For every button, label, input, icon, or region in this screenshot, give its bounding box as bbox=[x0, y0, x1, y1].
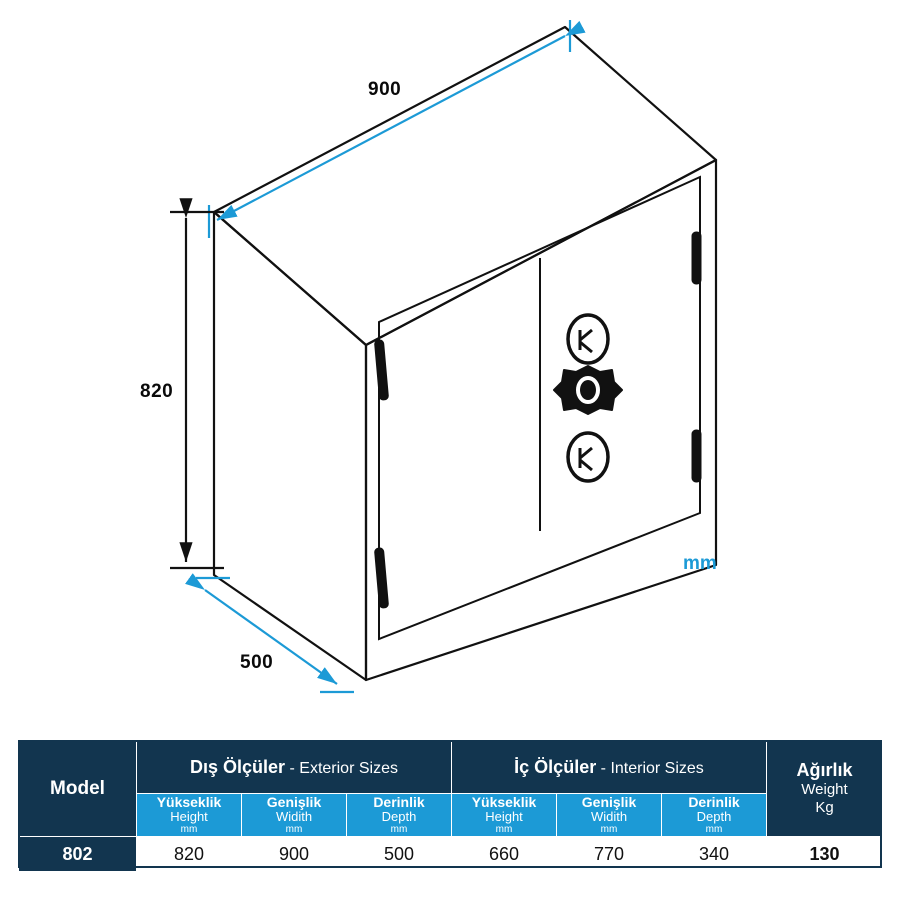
header-group-exterior-sep: - bbox=[285, 759, 300, 777]
dimension-label-width: 900 bbox=[368, 79, 402, 100]
door-panel bbox=[379, 177, 700, 639]
header-group-interior bbox=[452, 741, 767, 794]
dimension-label-depth: 500 bbox=[240, 652, 274, 673]
header-exterior-height-tr: Yükseklik bbox=[156, 793, 222, 810]
header-weight bbox=[767, 741, 883, 837]
header-exterior-width-tr: Genişlik bbox=[266, 793, 322, 810]
header-interior-depth bbox=[662, 794, 767, 837]
header-group-exterior-tr: Dış Ölçüler bbox=[190, 756, 286, 777]
header-exterior-depth-tr: Derinlik bbox=[373, 793, 425, 810]
header-exterior-height bbox=[137, 794, 242, 837]
header-exterior-width bbox=[242, 794, 347, 837]
header-interior-depth-unit: mm bbox=[705, 824, 723, 836]
table-row bbox=[19, 837, 883, 872]
header-group-exterior bbox=[137, 741, 452, 794]
safe-body-outline bbox=[214, 27, 716, 680]
cell-weight: 130 bbox=[767, 837, 883, 872]
table-header-row-1 bbox=[19, 741, 883, 794]
header-weight-unit: Kg bbox=[815, 799, 834, 817]
cell-exterior-width: 900 bbox=[242, 837, 347, 872]
header-group-exterior-en: Exterior Sizes bbox=[299, 759, 398, 777]
header-interior-height-unit: mm bbox=[495, 824, 513, 836]
cell-model: 802 bbox=[19, 837, 137, 872]
header-exterior-height-unit: mm bbox=[180, 824, 198, 836]
cell-interior-width: 770 bbox=[557, 837, 662, 872]
key-lock-icon-lower bbox=[568, 433, 608, 481]
header-interior-width-tr: Genişlik bbox=[581, 793, 637, 810]
header-interior-width-unit: mm bbox=[600, 824, 618, 836]
header-model: Model bbox=[19, 741, 137, 837]
header-interior-height bbox=[452, 794, 557, 837]
header-group-interior-sep: - bbox=[596, 759, 611, 777]
header-exterior-depth bbox=[347, 794, 452, 837]
header-exterior-height-en: Height bbox=[170, 809, 208, 825]
header-interior-height-tr: Yükseklik bbox=[471, 793, 537, 810]
header-exterior-depth-unit: mm bbox=[390, 824, 408, 836]
dial-lock-icon bbox=[554, 366, 622, 414]
specification-table bbox=[18, 740, 883, 872]
dimension-line-depth bbox=[196, 578, 354, 692]
cell-interior-depth: 340 bbox=[662, 837, 767, 872]
header-weight-en: Weight bbox=[801, 781, 848, 799]
key-lock-icon bbox=[568, 315, 608, 363]
header-interior-width bbox=[557, 794, 662, 837]
cell-interior-height: 660 bbox=[452, 837, 557, 872]
header-group-interior-tr: İç Ölçüler bbox=[514, 756, 597, 777]
header-interior-depth-tr: Derinlik bbox=[688, 793, 740, 810]
header-group-interior-en: Interior Sizes bbox=[610, 759, 704, 777]
header-exterior-depth-en: Depth bbox=[381, 809, 417, 825]
door-hinges bbox=[374, 232, 701, 608]
header-interior-width-en: Widith bbox=[590, 809, 628, 825]
header-exterior-width-unit: mm bbox=[285, 824, 303, 836]
unit-label: mm bbox=[683, 553, 717, 574]
header-interior-depth-en: Depth bbox=[696, 809, 732, 825]
header-weight-tr: Ağırlık bbox=[796, 759, 853, 780]
header-interior-height-en: Height bbox=[485, 809, 523, 825]
header-exterior-width-en: Widith bbox=[275, 809, 313, 825]
dimension-label-height: 820 bbox=[140, 381, 174, 402]
cell-exterior-height: 820 bbox=[137, 837, 242, 872]
dimension-line-height bbox=[170, 212, 224, 568]
cell-exterior-depth: 500 bbox=[347, 837, 452, 872]
table-header-row-2 bbox=[19, 794, 883, 837]
